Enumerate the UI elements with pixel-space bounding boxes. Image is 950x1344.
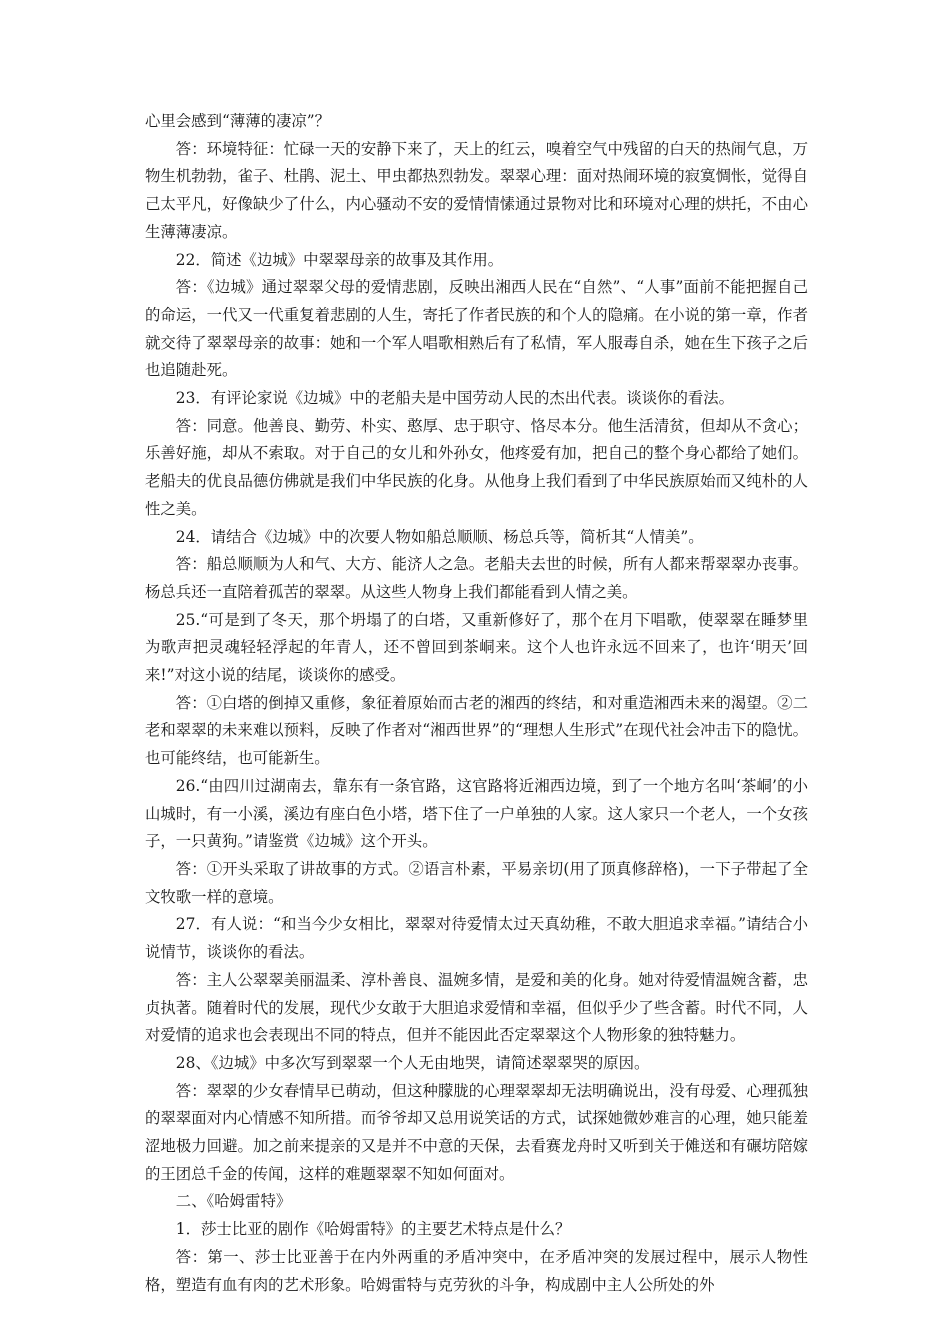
question: 27．有人说：“和当今少女相比，翠翠对待爱情太过天真幼稚，不敢大胆追求幸福。”请结合小说情节，谈谈你的看法。 bbox=[145, 915, 808, 962]
question: 23．有评论家说《边城》中的老船夫是中国劳动人民的杰出代表。谈谈你的看法。 bbox=[175, 389, 735, 408]
section-heading: 二、《哈姆雷特》 bbox=[175, 1192, 292, 1211]
answer: 答：《边城》通过翠翠父母的爱情悲剧，反映出湘西人民在“自然”、“人事”面前不能把握自己的命运，一代又一代重复着悲剧的人生，寄托了作者民族的和个人的隐痛。在小说的第一章，作者就交待了翠翠母亲的故事：她和一个军人唱歌相熟后有了私情，军人服毒自杀，她在生下孩子之后也追随赴死。 bbox=[145, 278, 808, 380]
answer: 答：同意。他善良、勤劳、朴实、憨厚、忠于职守、恪尽本分。他生活清贫，但却从不贪心；乐善好施，却从不索取。对于自己的女儿和外孙女，他疼爱有加，把自己的整个身心都给了她们。老船夫的优良品德仿佛就是我们中华民族的化身。从他身上我们看到了中华民族原始而又纯朴的人性之美。 bbox=[145, 416, 808, 518]
document-page bbox=[145, 108, 808, 1299]
question: 1．莎士比亚的剧作《哈姆雷特》的主要艺术特点是什么？ bbox=[175, 1220, 571, 1239]
question: 26.“由四川过湖南去，靠东有一条官路，这官路将近湘西边境，到了一个地方名叫‘茶峒’的小山城时，有一小溪，溪边有座白色小塔，塔下住了一户单独的人家。这人家只一个老人，一个女孩子，一只黄狗。”请鉴赏《边城》这个开头。 bbox=[145, 776, 808, 851]
question: 22．简述《边城》中翠翠母亲的故事及其作用。 bbox=[175, 250, 504, 269]
question: 28、《边城》中多次写到翠翠一个人无由地哭，请简述翠翠哭的原因。 bbox=[175, 1053, 650, 1072]
answer: 答：船总顺顺为人和气、大方、能济人之急。老船夫去世的时候，所有人都来帮翠翠办丧事。杨总兵还一直陪着孤苦的翠翠。从这些人物身上我们都能看到人情之美。 bbox=[145, 555, 808, 601]
question: 24．请结合《边城》中的次要人物如船总顺顺、杨总兵等，简析其“人情美”。 bbox=[175, 527, 704, 546]
answer: 答：主人公翠翠美丽温柔、淳朴善良、温婉多情，是爱和美的化身。她对待爱情温婉含蓄，忠贞执著。随着时代的发展，现代少女敢于大胆追求爱情和幸福，但似乎少了些含蓄。时代不同，人对爱情的追求也会表现出不同的特点，但并不能因此否定翠翠这个人物形象的独特魅力。 bbox=[145, 970, 808, 1045]
answer: 答：①白塔的倒掉又重修，象征着原始而古老的湘西的终结，和对重造湘西未来的渴望。②二老和翠翠的未来难以预料，反映了作者对“湘西世界”的“理想人生形式”在现代社会冲击下的隐忧。也可能终结，也可能新生。 bbox=[145, 693, 808, 768]
paragraph: 心里会感到“薄薄的凄凉”？ bbox=[145, 112, 331, 130]
paragraph: 答：环境特征：忙碌一天的安静下来了，天上的红云，嗅着空气中残留的白天的热闹气息，万物生机勃勃，雀子、杜鹃、泥土、甲虫都热烈勃发。翠翠心理：面对热闹环境的寂寞惆怅，觉得自己太平凡，好像缺少了什么，内心骚动不安的爱情情愫通过景物对比和环境对心理的烘托，不由心生薄薄凄凉。 bbox=[145, 139, 808, 241]
answer: 答：①开头采取了讲故事的方式。②语言朴素，平易亲切(用了顶真修辞格)，一下子带起了全文牧歌一样的意境。 bbox=[145, 859, 808, 906]
answer: 答：第一、莎士比亚善于在内外两重的矛盾冲突中，在矛盾冲突的发展过程中，展示人物性格，塑造有血有肉的艺术形象。哈姆雷特与克劳狄的斗争，构成剧中主人公所处的外 bbox=[145, 1247, 808, 1294]
answer: 答：翠翠的少女春情早已萌动，但这种朦胧的心理翠翠却无法明确说出，没有母爱、心理孤独的翠翠面对内心情感不知所措。而爷爷却又总用说笑话的方式，试探她微妙难言的心理，她只能羞涩地极力回避。加之前来提亲的又是并不中意的天保，去看赛龙舟时又听到关于傩送和有碾坊陪嫁的王团总千金的传闻，这样的难题翠翠不知如何面对。 bbox=[145, 1081, 808, 1183]
question: 25.“可是到了冬天，那个坍塌了的白塔，又重新修好了，那个在月下唱歌，使翠翠在睡梦里为歌声把灵魂轻轻浮起的年青人，还不曾回到茶峒来。这个人也许永远不回来了，也许‘明天’回来!”对这小说的结尾，谈谈你的感受。 bbox=[145, 610, 808, 685]
